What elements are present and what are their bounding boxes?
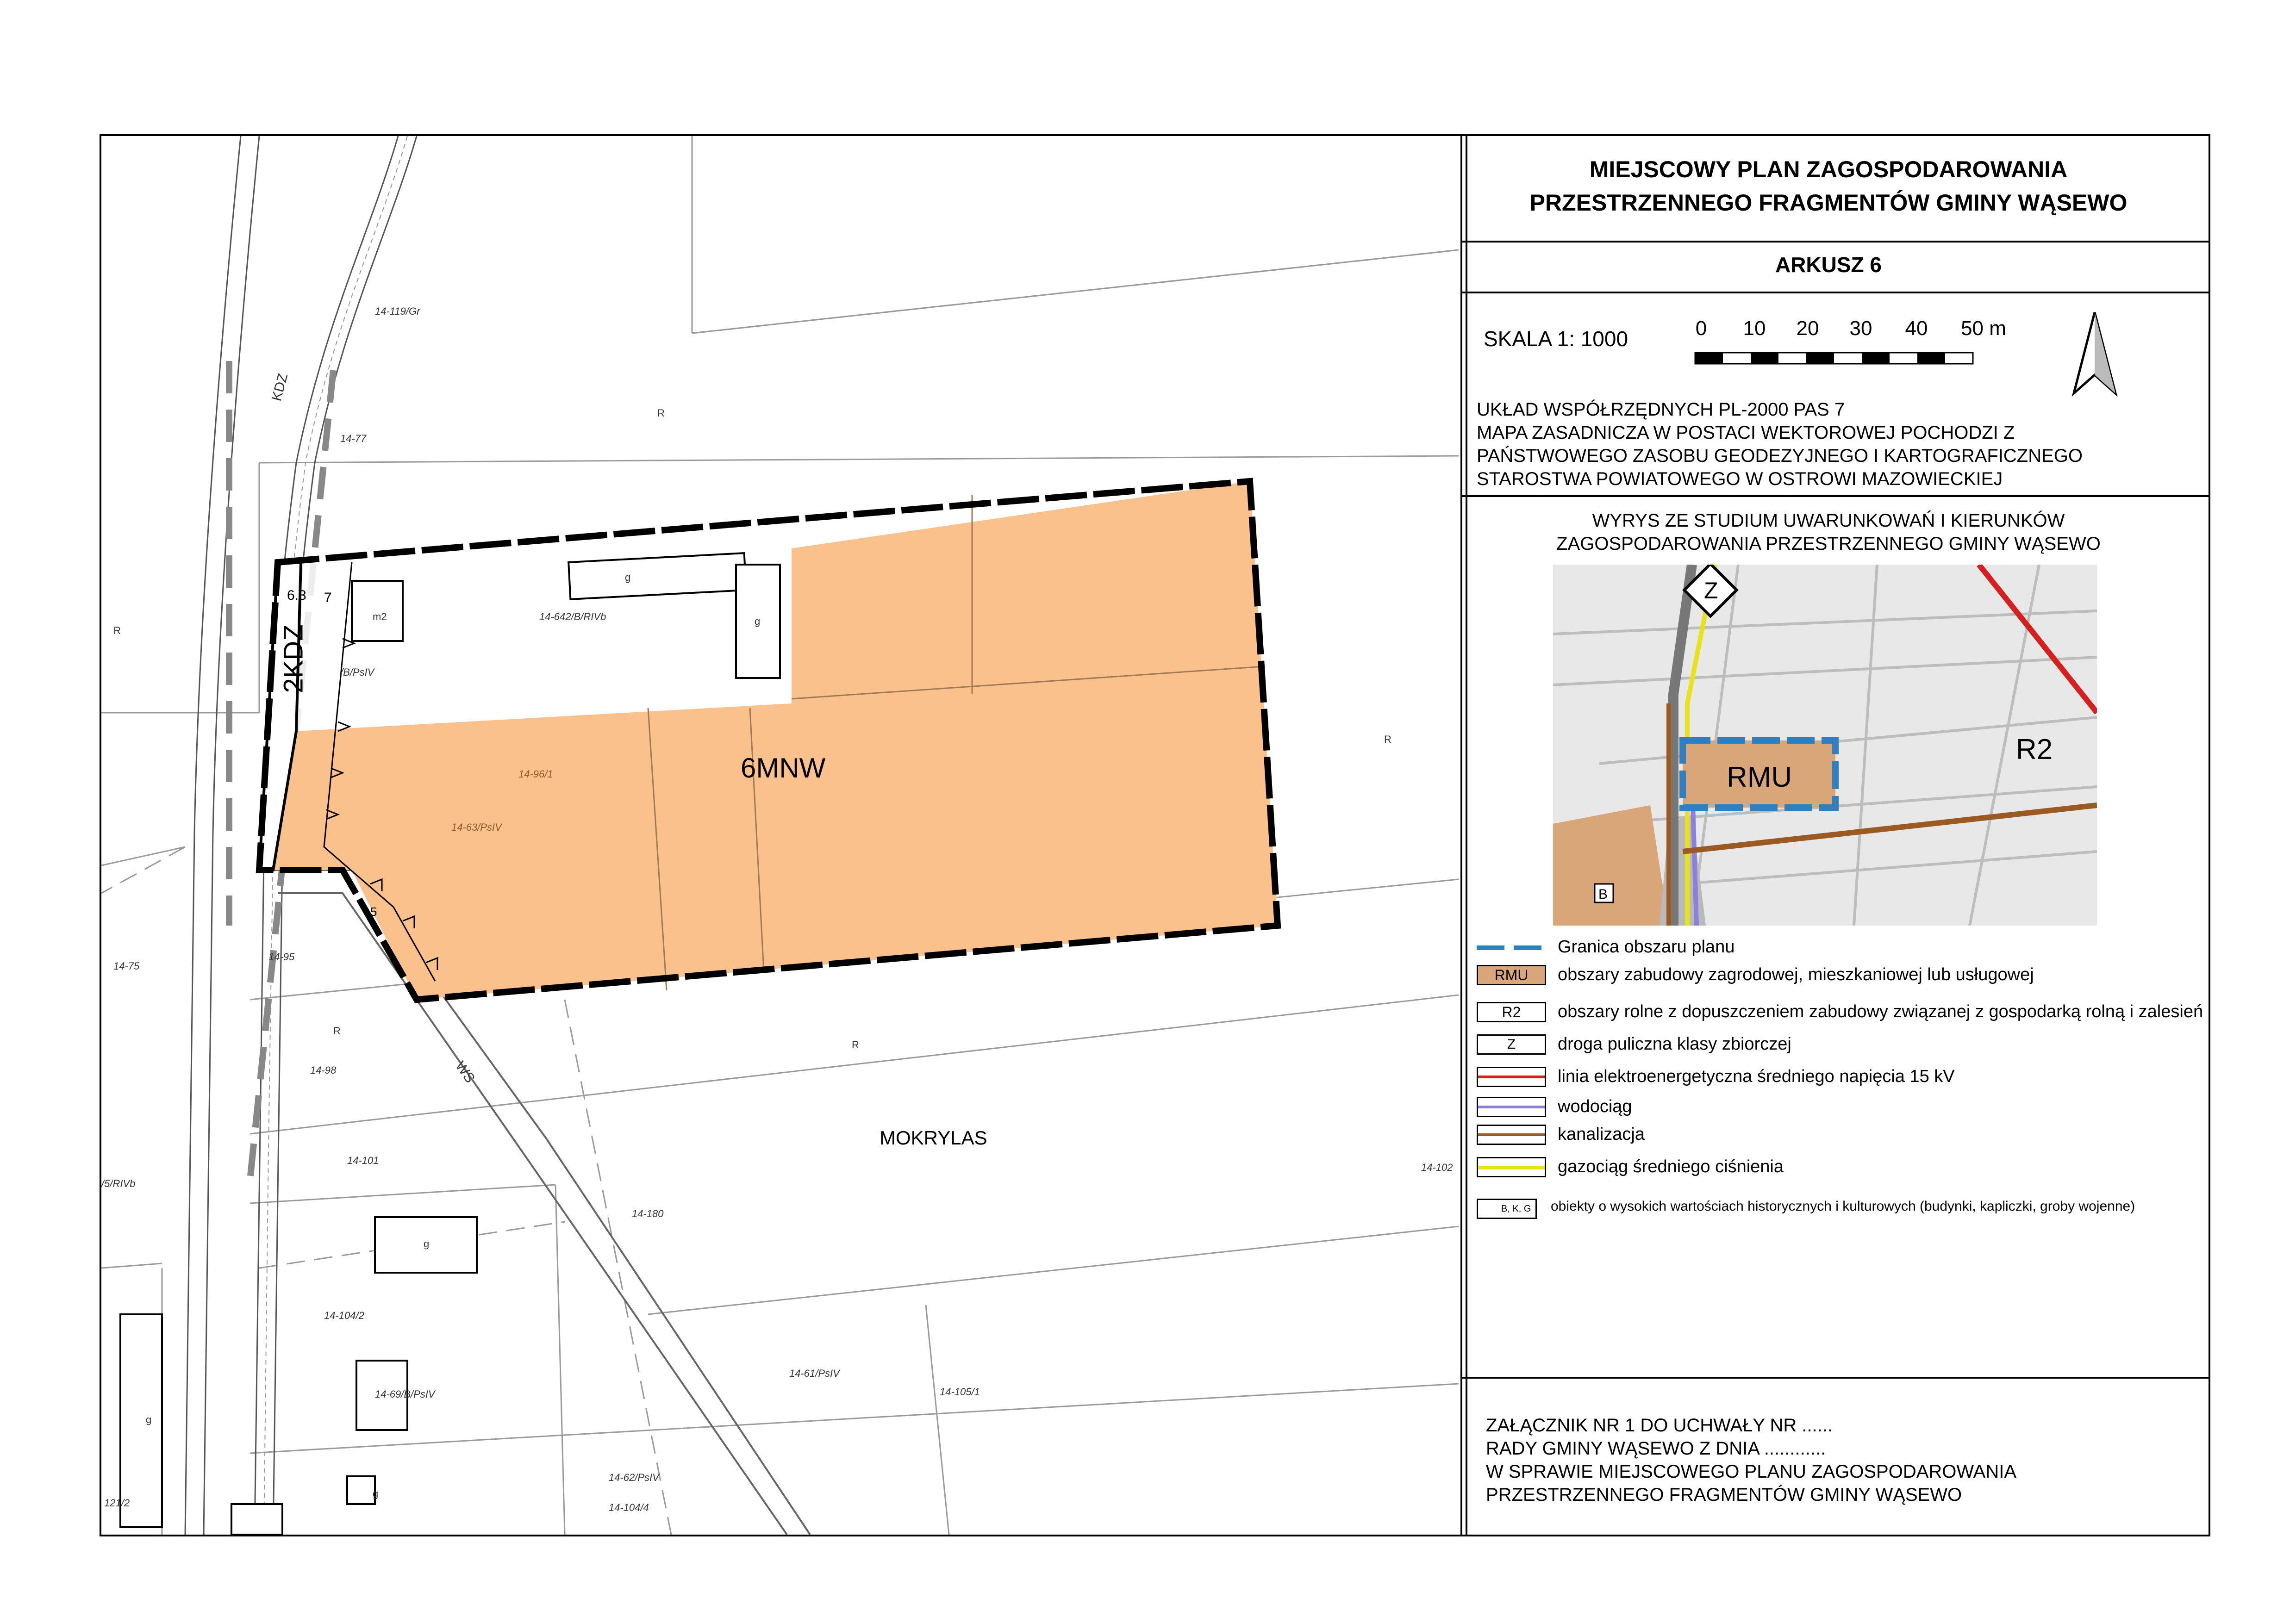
- land-use-r-5: R: [852, 1039, 859, 1051]
- plan-title-line1: MIEJSCOWY PLAN ZAGOSPODAROWANIA: [1589, 156, 2068, 182]
- scale-tick-50: 50 m: [1961, 317, 2006, 340]
- scale-tick-40: 40: [1905, 317, 1928, 340]
- parcel-label: /5/RIVb: [101, 1178, 136, 1189]
- study-heritage-label: B: [1598, 887, 1608, 902]
- dim-label-b: 7: [324, 590, 332, 605]
- scale-tick-30: 30: [1849, 317, 1872, 340]
- plan-title: [1460, 153, 2196, 219]
- legend-text-boundary: Granica obszaru planu: [1558, 937, 1735, 957]
- locality-label: MOKRYLAS: [880, 1127, 987, 1149]
- scale-tick-10: 10: [1743, 317, 1766, 340]
- building-label-2: g: [755, 616, 761, 627]
- parcel-label: 14-102: [1421, 1162, 1453, 1173]
- legend-text-power: linia elektroenergetyczna średniego napięcia 15 kV: [1558, 1067, 1955, 1086]
- legend-swatch-heritage: B, K, G: [1477, 1199, 1537, 1219]
- legend-text-r2: obszary rolne z dopuszczeniem zabudowy związanej z gospodarką rolną i zalesień: [1558, 1002, 2203, 1021]
- north-arrow-icon: [2069, 310, 2120, 398]
- parcel-label: 14-95: [268, 951, 295, 963]
- footer-line3: W SPRAWIE MIEJSCOWEGO PLANU ZAGOSPODAROWANIA: [1486, 1461, 2017, 1482]
- plan-map: [101, 136, 1459, 1535]
- study-road-label: Z: [1704, 578, 1718, 603]
- coords-line3: PAŃSTWOWEGO ZASOBU GEODEZYJNEGO I KARTOGRAFICZNEGO: [1477, 446, 2083, 466]
- land-use-r-1: R: [657, 407, 665, 419]
- legend-swatch-r2: R2: [1477, 1002, 1546, 1022]
- building-label-4: g: [424, 1238, 430, 1250]
- dim-label-c: 5: [370, 905, 377, 919]
- title-divider-4: [1460, 1377, 2210, 1379]
- parcel-label: 121/2: [104, 1497, 130, 1509]
- land-use-r-3: R: [1384, 734, 1391, 745]
- scale-tick-20: 20: [1796, 317, 1819, 340]
- parcel-label: 14-62/PsIV: [609, 1472, 659, 1483]
- study-title-line2: ZAGOSPODAROWANIA PRZESTRZENNEGO GMINY WĄSEWO: [1556, 534, 2101, 554]
- parcel-label: 14-642/B/RIVb: [539, 611, 606, 622]
- scale-tick-0: 0: [1695, 317, 1707, 340]
- coords-line1: UKŁAD WSPÓŁRZĘDNYCH PL-2000 PAS 7: [1477, 399, 1845, 420]
- title-divider-1: [1460, 241, 2210, 243]
- legend-text-heritage: obiekty o wysokich wartościach historycznych i kulturowych (budynki, kapliczki, groby wojenne): [1551, 1199, 2135, 1214]
- legend-swatch-power: [1477, 1067, 1546, 1087]
- legend-swatch-gas: [1477, 1157, 1546, 1177]
- parcel-label: 14-104/2: [324, 1310, 364, 1321]
- footer-line1: ZAŁĄCZNIK NR 1 DO UCHWAŁY NR ......: [1486, 1415, 1833, 1436]
- title-divider-2: [1460, 292, 2210, 293]
- building-label-1: g: [625, 572, 631, 583]
- legend-text-water: wodociąg: [1558, 1097, 1632, 1116]
- legend-text-gas: gazociąg średniego ciśnienia: [1558, 1157, 1784, 1176]
- legend-swatch-sewer: [1477, 1125, 1546, 1145]
- coords-line4: STAROSTWA POWIATOWEGO W OSTROWI MAZOWIECKIEJ: [1477, 469, 2003, 489]
- coordinate-info: [1477, 398, 2083, 491]
- footer-line2: RADY GMINY WĄSEWO Z DNIA ............: [1486, 1438, 1826, 1459]
- dim-label-a: 6.3: [287, 588, 306, 603]
- study-r2-label: R2: [2016, 734, 2053, 765]
- parcel-label: /B/PsIV: [340, 666, 374, 678]
- road-kdz-label: KDZ: [268, 372, 291, 403]
- legend-swatch-boundary: [1477, 937, 1546, 958]
- parcel-label: 14-119/Gr: [375, 305, 420, 317]
- legend-swatch-rmu: RMU: [1477, 965, 1546, 985]
- zone-2kdz-label: 2KDZ: [278, 624, 309, 693]
- zone-6mnw-label: 6MNW: [741, 752, 826, 784]
- legend-swatch-road: Z: [1477, 1034, 1546, 1055]
- resolution-note: [1486, 1414, 2016, 1506]
- coords-line2: MAPA ZASADNICZA W POSTACI WEKTOROWEJ POCHODZI Z: [1477, 423, 2015, 443]
- road-ws-label: WS: [452, 1058, 478, 1086]
- parcel-label: 14-96/1: [518, 768, 553, 780]
- title-divider-3: [1460, 495, 2210, 497]
- land-use-r-4: R: [333, 1025, 341, 1037]
- parcel-label: 14-69/B/PsIV: [375, 1388, 435, 1400]
- legend-text-rmu: obszary zabudowy zagrodowej, mieszkaniowej lub usługowej: [1558, 965, 2034, 984]
- study-title-line1: WYRYS ZE STUDIUM UWARUNKOWAŃ I KIERUNKÓW: [1592, 510, 2065, 531]
- study-extract-title: [1460, 509, 2196, 555]
- scale-bar: [1694, 352, 1977, 366]
- study-rmu-label: RMU: [1727, 761, 1792, 793]
- parcel-label: 14-98: [310, 1064, 337, 1076]
- parcel-label: 14-63/PsIV: [451, 821, 502, 833]
- parcel-label: 14-75: [113, 960, 140, 972]
- parcel-label: 14-61/PsIV: [789, 1368, 840, 1379]
- legend-swatch-water: [1477, 1097, 1546, 1117]
- sheet-number: ARKUSZ 6: [1775, 253, 1882, 277]
- building-label-6: g: [373, 1488, 379, 1499]
- study-extract-map: [1553, 565, 2097, 926]
- legend-text-road: droga puliczna klasy zbiorczej: [1558, 1034, 1791, 1054]
- footer-line4: PRZESTRZENNEGO FRAGMENTÓW GMINY WĄSEWO: [1486, 1485, 1962, 1505]
- land-use-r-2: R: [113, 625, 121, 636]
- parcel-label: 14-105/1: [940, 1386, 980, 1398]
- parcel-label: 14-104/4: [609, 1502, 649, 1513]
- parcel-label: 14-180: [632, 1208, 664, 1219]
- plan-title-line2: PRZESTRZENNEGO FRAGMENTÓW GMINY WĄSEWO: [1529, 190, 2128, 216]
- parcel-label: 14-77: [340, 433, 367, 444]
- building-label-3: m2: [373, 611, 387, 622]
- parcel-label: 14-101: [347, 1155, 379, 1166]
- building-label-5: g: [146, 1414, 152, 1425]
- scale-label: SKALA 1: 1000: [1484, 327, 1628, 351]
- legend-text-sewer: kanalizacja: [1558, 1125, 1645, 1144]
